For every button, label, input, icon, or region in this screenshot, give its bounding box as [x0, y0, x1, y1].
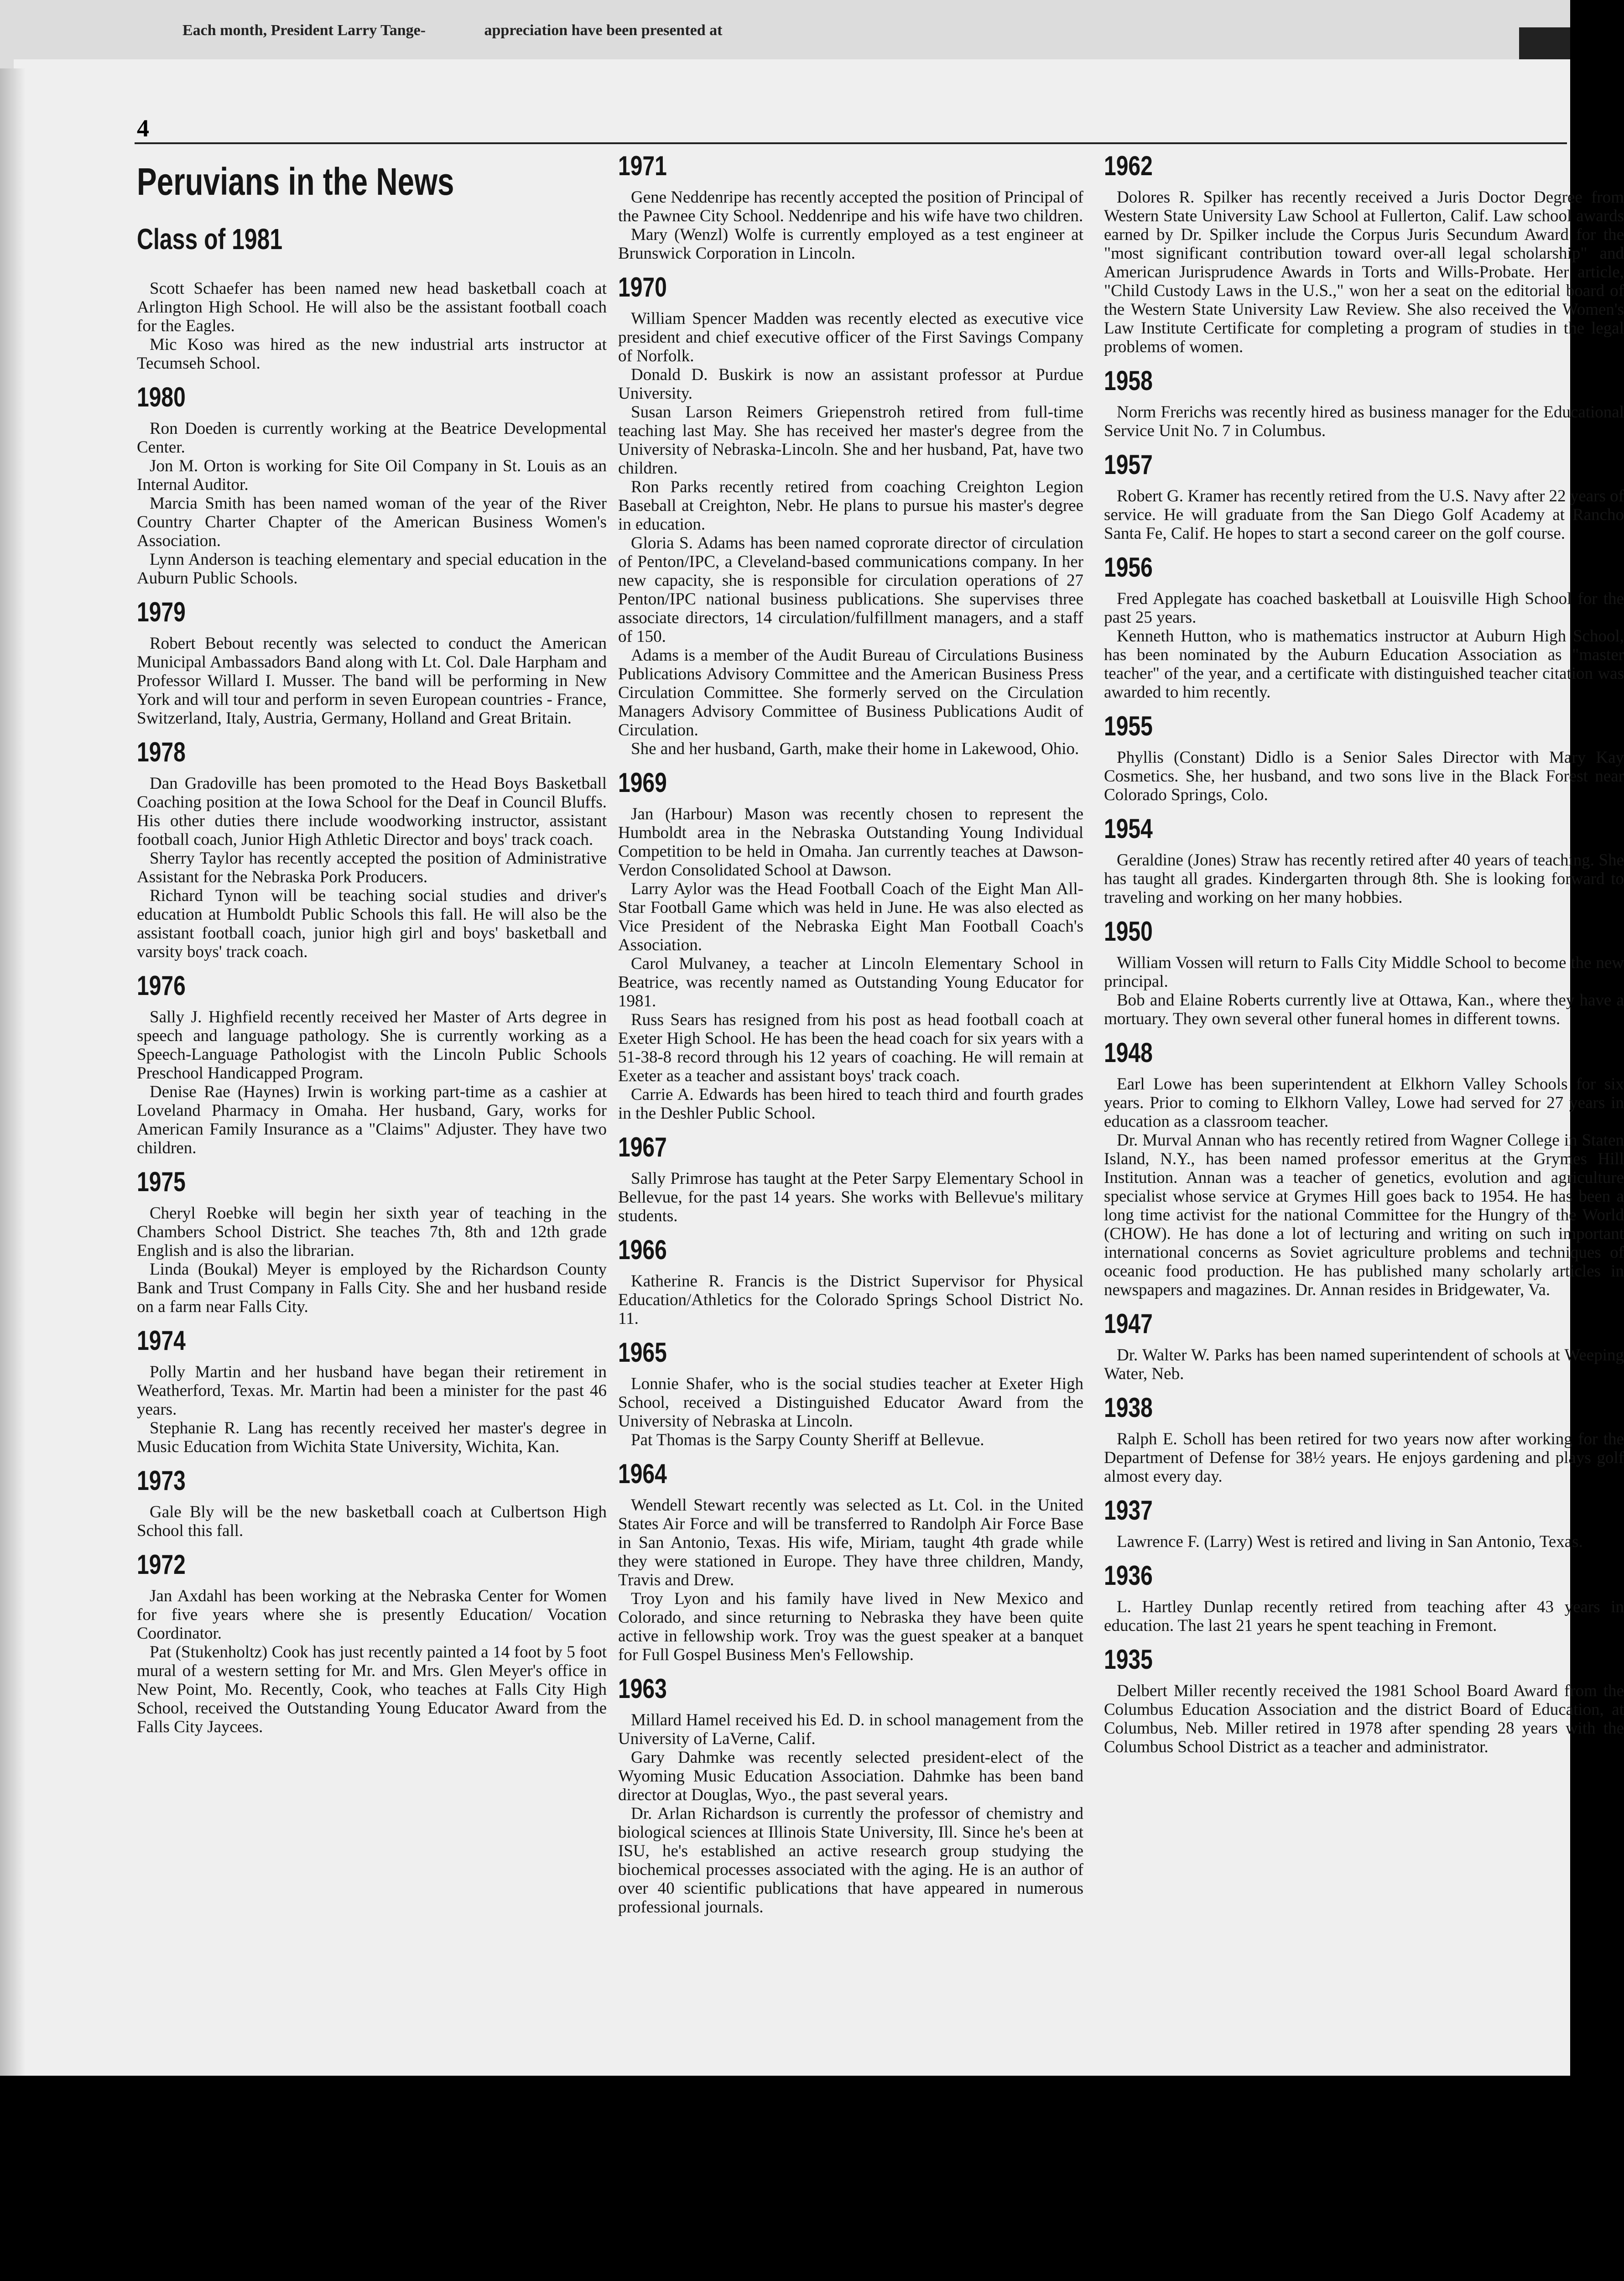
- news-entry: Troy Lyon and his family have lived in New Mexico and Colorado, and since returning to Nebraska they have been quite active in fellowship work. Troy was the guest speaker at a banquet for Full Gospel Business Men's Fellowship.: [618, 1589, 1083, 1664]
- class-heading: Class of 1981: [137, 223, 283, 255]
- news-entry: Sally J. Highfield recently received her Master of Arts degree in speech and language pathology. She is currently working as a Speech-Language Pathologist with the Lincoln Public Schools Preschool Handicapped Program.: [137, 1008, 607, 1083]
- news-entry: Dr. Arlan Richardson is currently the professor of chemistry and biological sciences at Illinois State University, Ill. Since he's been at ISU, he's established an active research group studying the biochemical processes associated with the aging. He is an author of over 40 scientific publications that have appeared in numerous professional journals.: [618, 1804, 1083, 1916]
- news-entry: Jan Axdahl has been working at the Nebraska Center for Women for five years where she is presently Education/ Vocation Coordinator.: [137, 1587, 607, 1643]
- year-heading: 1955: [1104, 711, 1153, 741]
- year-heading: 1970: [618, 272, 667, 302]
- news-entry: Jan (Harbour) Mason was recently chosen to represent the Humboldt area in the Nebraska Outstanding Young Individual Competition to be held in Omaha. Jan currently teaches at Dawson-Verdon Consolidated School at Dawson.: [618, 805, 1083, 880]
- news-entry: Russ Sears has resigned from his post as head football coach at Exeter High School. He has been the head coach for six years with a 51-38-8 record through his 12 years of coaching. He will remain at Exeter as a teacher and assistant boys' track coach.: [618, 1010, 1083, 1085]
- news-entry: Cheryl Roebke will begin her sixth year of teaching in the Chambers School District. She teaches 7th, 8th and 12th grade English and is also the librarian.: [137, 1204, 607, 1260]
- year-heading: 1947: [1104, 1308, 1153, 1339]
- news-entry: Ron Doeden is currently working at the Beatrice Developmental Center.: [137, 419, 607, 457]
- year-heading: 1956: [1104, 552, 1153, 583]
- year-heading: 1974: [137, 1325, 186, 1356]
- news-entry: Robert G. Kramer has recently retired from the U.S. Navy after 22 years of service. He will graduate from the San Diego Golf Academy at Rancho Santa Fe, Calif. He hopes to start a second career on the golf course.: [1104, 487, 1624, 543]
- news-entry: Wendell Stewart recently was selected as Lt. Col. in the United States Air Force and will be transferred to Randolph Air Force Base in San Antonio, Texas. His wife, Miriam, taught 4th grade while they were stationed in Europe. They have three children, Mandy, Travis and Drew.: [618, 1496, 1083, 1589]
- year-heading: 1966: [618, 1234, 667, 1265]
- news-entry: Scott Schaefer has been named new head basketball coach at Arlington High School. He will also be the assistant football coach for the Eagles.: [137, 279, 607, 335]
- news-entry: Lawrence F. (Larry) West is retired and living in San Antonio, Texas.: [1117, 1532, 1583, 1551]
- news-entry: Pat Thomas is the Sarpy County Sheriff at Bellevue.: [631, 1431, 984, 1449]
- news-entry: Susan Larson Reimers Griepenstroh retired from full-time teaching last May. She has received her master's degree from the University of Nebraska-Lincoln. She and her husband, Pat, have two children.: [618, 403, 1083, 478]
- news-entry: Robert Bebout recently was selected to conduct the American Municipal Ambassadors Band along with Lt. Col. Dale Harpham and Professor Willard I. Musser. The band will be performing in New York and will tour and perform in seven European countries - France, Switzerland, Italy, Austria, Germany, Holland and Great Britain.: [137, 634, 607, 728]
- page-fold-shadow: [0, 68, 25, 2076]
- news-entry: Gary Dahmke was recently selected president-elect of the Wyoming Music Education Association. Dahmke has been band director at Douglas, Wyo., the past several years.: [618, 1748, 1083, 1804]
- news-entry: Sally Primrose has taught at the Peter Sarpy Elementary School in Bellevue, for the past 14 years. She works with Bellevue's military students.: [618, 1169, 1083, 1225]
- year-heading: 1967: [618, 1132, 667, 1162]
- news-entry: Katherine R. Francis is the District Supervisor for Physical Education/Athletics for the Colorado Springs School District No. 11.: [618, 1272, 1083, 1328]
- news-entry: Marcia Smith has been named woman of the year of the River Country Charter Chapter of the American Business Women's Association.: [137, 494, 607, 550]
- news-entry: Linda (Boukal) Meyer is employed by the Richardson County Bank and Trust Company in Falls City. She and her husband reside on a farm near Falls City.: [137, 1260, 607, 1316]
- news-entry: Pat (Stukenholtz) Cook has just recently painted a 14 foot by 5 foot mural of a western setting for Mr. and Mrs. Glen Meyer's office in New Point, Mo. Recently, Cook, who teaches at Falls City High School, received the Outstanding Young Educator Award from the Falls City Jaycees.: [137, 1643, 607, 1736]
- header-rule: [135, 142, 1567, 144]
- year-heading: 1935: [1104, 1644, 1153, 1675]
- year-heading: 1936: [1104, 1560, 1153, 1591]
- news-entry: Carol Mulvaney, a teacher at Lincoln Elementary School in Beatrice, was recently named as Outstanding Young Educator for 1981.: [618, 954, 1083, 1010]
- news-entry: Ron Parks recently retired from coaching Creighton Legion Baseball at Creighton, Nebr. He plans to pursue his master's degree in education.: [618, 478, 1083, 534]
- strip-text-right: appreciation have been presented at: [484, 22, 723, 39]
- news-entry: Lynn Anderson is teaching elementary and special education in the Auburn Public Schools.: [137, 550, 607, 588]
- year-heading: 1980: [137, 382, 186, 412]
- news-entry: Mic Koso was hired as the new industrial arts instructor at Tecumseh School.: [137, 335, 607, 373]
- news-entry: Polly Martin and her husband have began their retirement in Weatherford, Texas. Mr. Martin had been a minister for the past 46 years.: [137, 1363, 607, 1419]
- column-1: [137, 155, 607, 1736]
- year-heading: 1950: [1104, 916, 1153, 947]
- news-entry: Dr. Walter W. Parks has been named superintendent of schools at Weeping Water, Neb.: [1104, 1346, 1624, 1383]
- news-entry: Donald D. Buskirk is now an assistant professor at Purdue University.: [618, 365, 1083, 403]
- news-entry: Lonnie Shafer, who is the social studies teacher at Exeter High School, received a Distinguished Educator Award from the University of Nebraska at Lincoln.: [618, 1375, 1083, 1431]
- column-2-body: [618, 151, 1083, 1916]
- year-heading: 1963: [618, 1673, 667, 1704]
- year-heading: 1969: [618, 767, 667, 798]
- news-entry: Gale Bly will be the new basketball coach at Culbertson High School this fall.: [137, 1503, 607, 1540]
- news-entry: Jon M. Orton is working for Site Oil Company in St. Louis as an Internal Auditor.: [137, 457, 607, 494]
- year-heading: 1938: [1104, 1392, 1153, 1423]
- scan-background: [0, 2076, 1570, 2281]
- news-entry: Ralph E. Scholl has been retired for two years now after working for the Department of Defense for 38½ years. He enjoys gardening and plays golf almost every day.: [1104, 1430, 1624, 1486]
- section-title: Peruvians in the News: [137, 160, 454, 203]
- previous-page-strip: [182, 22, 867, 39]
- year-heading: 1973: [137, 1465, 186, 1496]
- news-entry: Bob and Elaine Roberts currently live at Ottawa, Kan., where they have a mortuary. They own several other funeral homes in different towns.: [1104, 991, 1624, 1028]
- news-entry: William Spencer Madden was recently elected as executive vice president and chief executive officer of the First Savings Company of Norfolk.: [618, 309, 1083, 365]
- news-entry: Richard Tynon will be teaching social studies and driver's education at Humboldt Public Schools this fall. He will also be the assistant football coach, junior high girl and boys' basketball and varsity boys' track coach.: [137, 886, 607, 961]
- news-entry: William Vossen will return to Falls City Middle School to become the new principal.: [1104, 953, 1624, 991]
- year-heading: 1972: [137, 1549, 186, 1580]
- year-heading: 1954: [1104, 813, 1153, 844]
- news-entry: Sherry Taylor has recently accepted the position of Administrative Assistant for the Nebraska Pork Producers.: [137, 849, 607, 886]
- year-heading: 1978: [137, 737, 186, 767]
- year-heading: 1975: [137, 1167, 186, 1197]
- column-3-body: [1104, 151, 1624, 1756]
- year-heading: 1971: [618, 151, 667, 181]
- year-heading: 1979: [137, 597, 186, 627]
- news-entry: Dan Gradoville has been promoted to the Head Boys Basketball Coaching position at the Iowa School for the Deaf in Council Bluffs. His other duties there include woodworking instructor, assistant football coach, Junior High Athletic Director and boys' track coach.: [137, 774, 607, 849]
- news-entry: Fred Applegate has coached basketball at Louisville High School for the past 25 years.: [1104, 589, 1624, 627]
- year-heading: 1957: [1104, 449, 1153, 480]
- news-entry: Denise Rae (Haynes) Irwin is working part-time as a cashier at Loveland Pharmacy in Omaha. Her husband, Gary, works for American Family Insurance as a "Claims" Adjuster. They have two children.: [137, 1083, 607, 1157]
- news-entry: Larry Aylor was the Head Football Coach of the Eight Man All-Star Football Game which was held in June. He was also elected as Vice President of the Nebraska Eight Man Football Coach's Association.: [618, 880, 1083, 954]
- news-entry: Adams is a member of the Audit Bureau of Circulations Business Publications Advisory Committee and the American Business Press Circulation Committee. She formerly served on the Circulation Managers Advisory Committee of Business Publications Audit of Circulation.: [618, 646, 1083, 740]
- year-heading: 1965: [618, 1337, 667, 1368]
- year-heading: 1964: [618, 1458, 667, 1489]
- news-entry: L. Hartley Dunlap recently retired from teaching after 43 years in education. The last 21 years he spent teaching in Fremont.: [1104, 1598, 1624, 1635]
- year-heading: 1958: [1104, 365, 1153, 396]
- news-entry: Gloria S. Adams has been named coprorate director of circulation of Penton/IPC, a Cleveland-based communications company. In her new capacity, she is responsible for circulation operations of 27 Penton/IPC national business publications. She supervises three associate directors, 14 circulation/fulfillment managers, and a staff of 150.: [618, 534, 1083, 646]
- year-heading: 1937: [1104, 1495, 1153, 1526]
- news-entry: She and her husband, Garth, make their home in Lakewood, Ohio.: [631, 740, 1079, 758]
- news-entry: Millard Hamel received his Ed. D. in school management from the University of LaVerne, Calif.: [618, 1711, 1083, 1748]
- news-entry: Carrie A. Edwards has been hired to teach third and fourth grades in the Deshler Public School.: [618, 1085, 1083, 1123]
- news-entry: Stephanie R. Lang has recently received her master's degree in Music Education from Wichita State University, Wichita, Kan.: [137, 1419, 607, 1456]
- news-entry: Kenneth Hutton, who is mathematics instructor at Auburn High School, has been nominated by the Auburn Education Association as "master teacher" of the year, and a certificate with distinguished teacher citation was awarded to him recently.: [1104, 627, 1624, 702]
- news-entry: Mary (Wenzl) Wolfe is currently employed as a test engineer at Brunswick Corporation in Lincoln.: [618, 225, 1083, 263]
- news-entry: Gene Neddenripe has recently accepted the position of Principal of the Pawnee City School. Neddenripe and his wife have two children.: [618, 188, 1083, 225]
- year-heading: 1976: [137, 970, 186, 1001]
- news-entry: Dolores R. Spilker has recently received a Juris Doctor Degree from Western State University Law School at Fullerton, Calif. Law school awards earned by Dr. Spilker include the Corpus Juris Secundum Award for the "most significant contribution toward over-all legal scholarship" and American Jurisprudence Awards in Torts and Wills-Probate. Her article, "Child Custody Laws in the U.S.," won her a seat on the editorial board of the Western State University Law Review. She also received the Women's Law Institute Certificate for completing a program of studies in the legal problems of women.: [1104, 188, 1624, 356]
- column-1-body: [137, 279, 607, 1736]
- news-entry: Geraldine (Jones) Straw has recently retired after 40 years of teaching. She has taught all grades. Kindergarten through 8th. She is looking forward to traveling and working on her many hobbies.: [1104, 851, 1624, 907]
- year-heading: 1948: [1104, 1037, 1153, 1068]
- news-entry: Norm Frerichs was recently hired as business manager for the Educational Service Unit No. 7 in Columbus.: [1104, 403, 1624, 440]
- year-heading: 1962: [1104, 151, 1153, 181]
- column-2: [618, 151, 1083, 1916]
- column-3: [1104, 151, 1624, 1756]
- news-entry: Phyllis (Constant) Didlo is a Senior Sales Director with Mary Kay Cosmetics. She, her husband, and two sons live in the Black Forest near Colorado Springs, Colo.: [1104, 748, 1624, 804]
- strip-text-left: Each month, President Larry Tange-: [182, 22, 426, 39]
- news-entry: Earl Lowe has been superintendent at Elkhorn Valley Schools for six years. Prior to coming to Elkhorn Valley, Lowe had served for 27 years in education as a classroom teacher.: [1104, 1075, 1624, 1131]
- page-number: 4: [137, 115, 149, 142]
- news-entry: Dr. Murval Annan who has recently retired from Wagner College in Staten Island, N.Y., has been named professor emeritus at the Grymes Hill Institution. Annan was a teacher of genetics, evolution and agriculture specialist whose service at Grymes Hill goes back to 1954. He has been a long time activist for the national Committee for the Hungry of the World (CHOW). He has done a lot of lecturing and writing on such important international concerns as Soviet agriculture problems and techniques of oceanic food production. He has published many scholarly articles in newspapers and magazines. Dr. Annan resides in Bridgewater, Va.: [1104, 1131, 1624, 1299]
- news-entry: Delbert Miller recently received the 1981 School Board Award from the Columbus Education Association and the district Board of Education, at Columbus, Neb. Miller retired in 1978 after spending 28 years with the Columbus School District as a teacher and administrator.: [1104, 1682, 1624, 1756]
